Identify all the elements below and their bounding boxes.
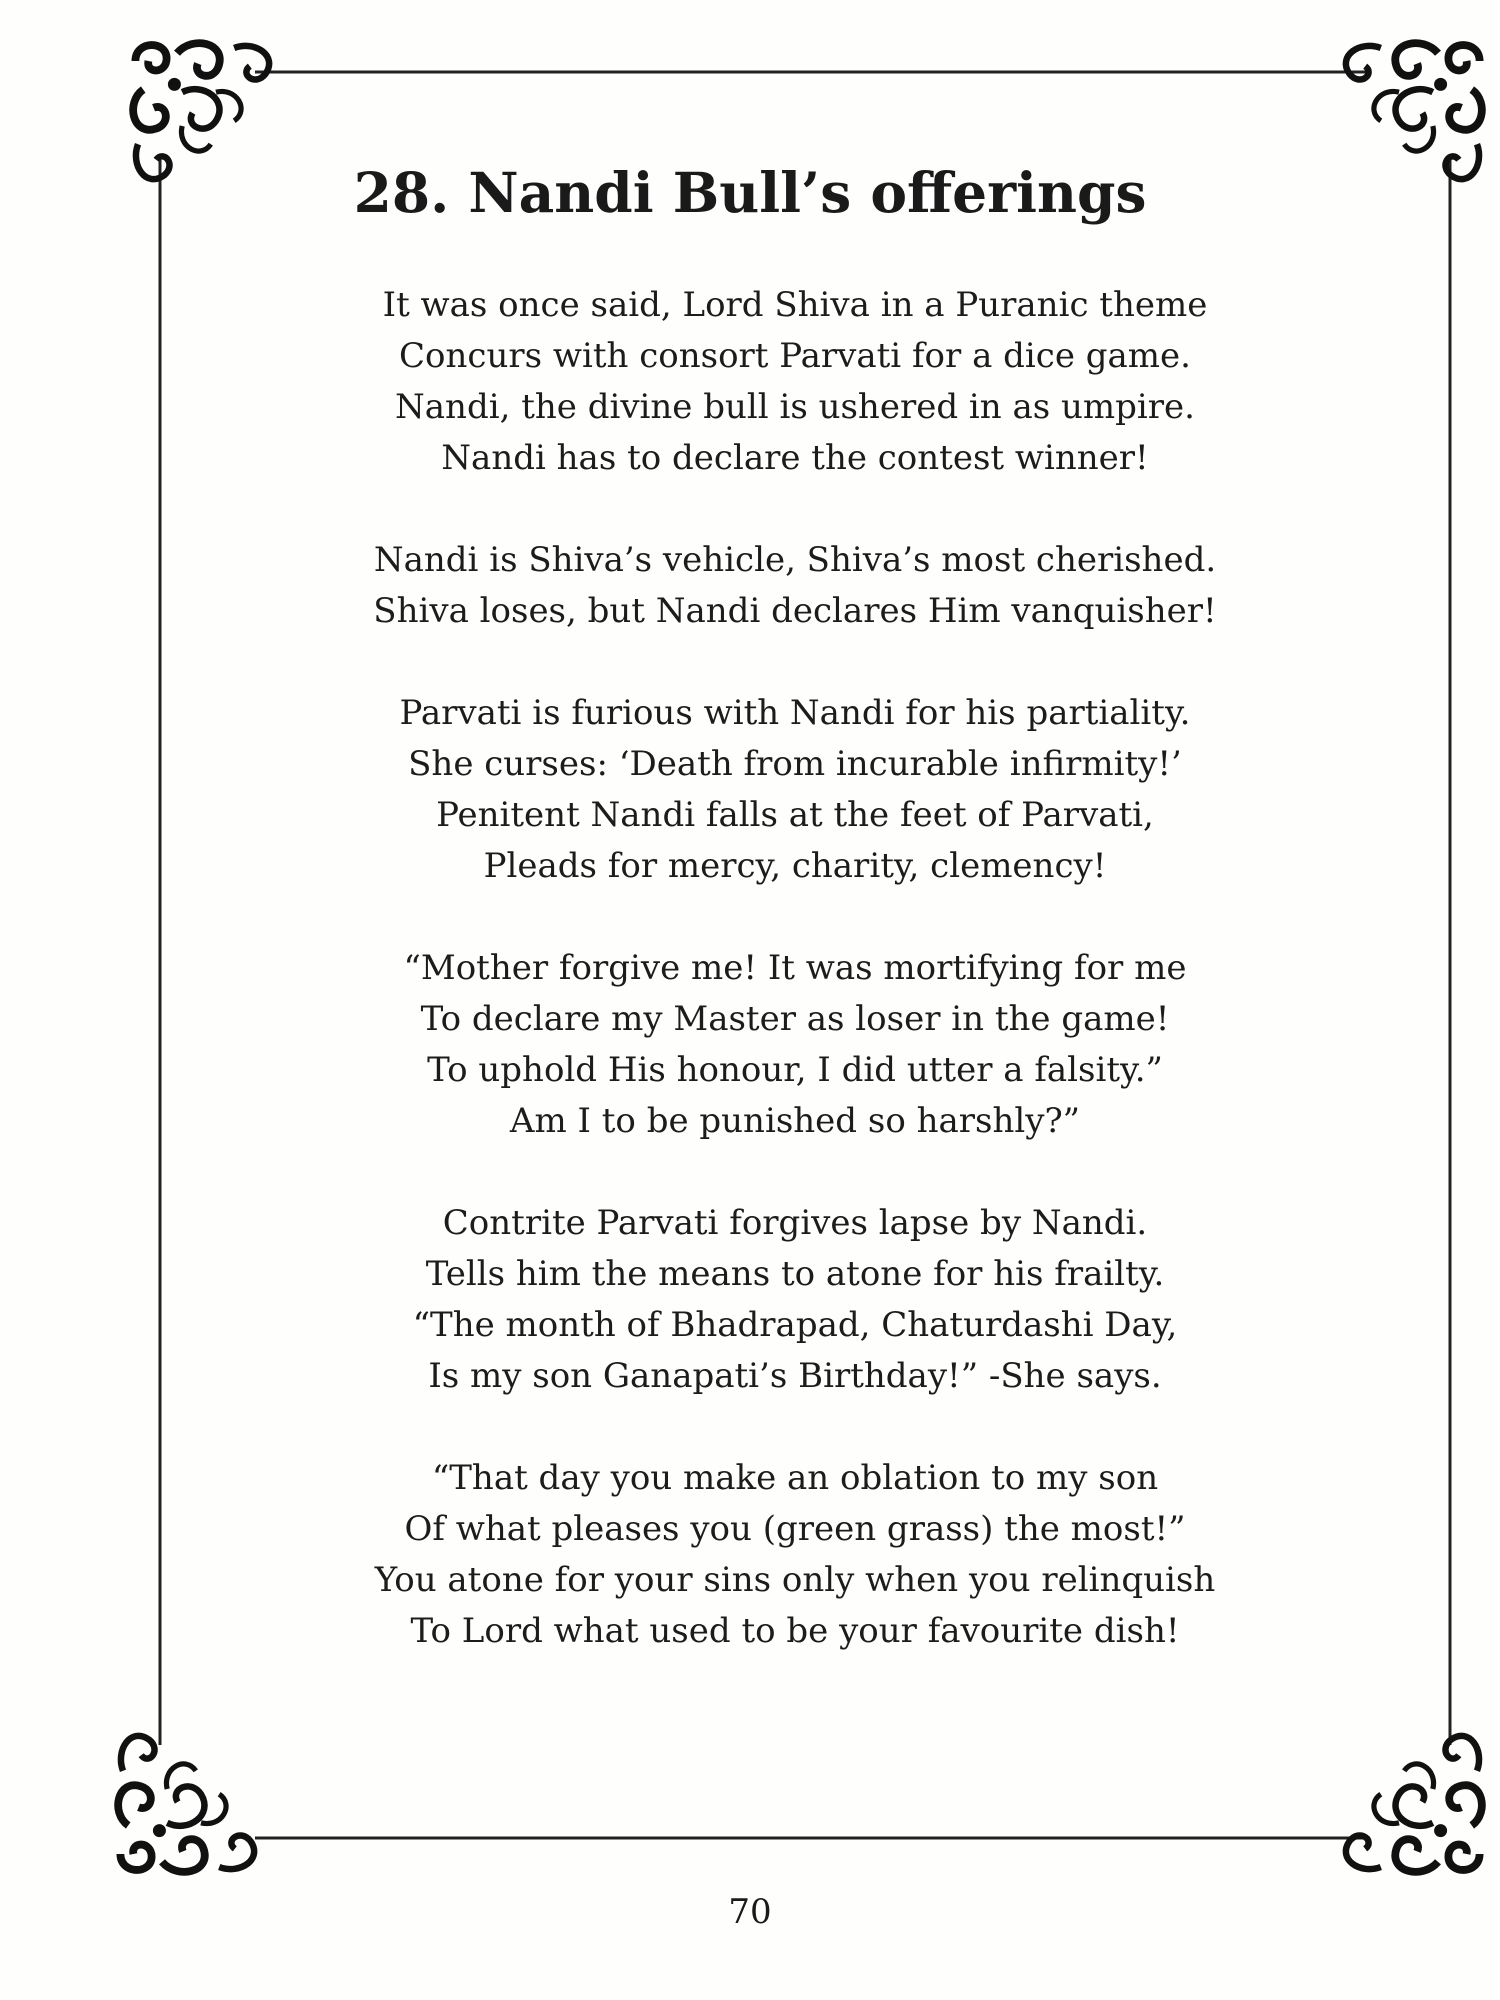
poem-line: Nandi, the divine bull is ushered in as umpire. bbox=[395, 387, 1195, 427]
stanza bbox=[300, 943, 1290, 1147]
poem-line: It was once said, Lord Shiva in a Puranic theme bbox=[382, 285, 1208, 325]
poem-line: Am I to be punished so harshly?” bbox=[509, 1101, 1081, 1141]
poem-line: “That day you make an oblation to my son bbox=[431, 1458, 1159, 1498]
poem-line: To uphold His honour, I did utter a falsity.” bbox=[427, 1050, 1163, 1090]
poem-line: Concurs with consort Parvati for a dice game. bbox=[399, 336, 1191, 376]
stanza bbox=[300, 688, 1290, 892]
stanza bbox=[300, 1198, 1290, 1402]
poem-line: Nandi has to declare the contest winner! bbox=[441, 438, 1149, 478]
poem-line: “Mother forgive me! It was mortifying for me bbox=[403, 948, 1187, 988]
corner-ornament-top-right bbox=[1346, 43, 1482, 179]
stanza bbox=[300, 280, 1290, 484]
poem-line: To declare my Master as loser in the game! bbox=[420, 999, 1170, 1039]
poem-line: Nandi is Shiva’s vehicle, Shiva’s most cherished. bbox=[373, 540, 1217, 580]
poem-line: You atone for your sins only when you relinquish bbox=[374, 1560, 1216, 1600]
poem-line: Shiva loses, but Nandi declares Him vanquisher! bbox=[373, 591, 1217, 631]
corner-ornament-bottom-right bbox=[1346, 1736, 1482, 1872]
poem-line: Parvati is furious with Nandi for his partiality. bbox=[399, 693, 1191, 733]
corner-ornament-bottom-left bbox=[118, 1736, 254, 1872]
poem-line: Contrite Parvati forgives lapse by Nandi. bbox=[442, 1203, 1148, 1243]
poem-line: Tells him the means to atone for his frailty. bbox=[425, 1254, 1165, 1294]
page-number: 70 bbox=[728, 1892, 772, 1932]
corner-ornament-top-left bbox=[133, 43, 269, 179]
poem-line: Pleads for mercy, charity, clemency! bbox=[483, 846, 1107, 886]
poem-line: Penitent Nandi falls at the feet of Parvati, bbox=[436, 795, 1154, 835]
poem-title: 28. Nandi Bull’s offerings bbox=[353, 160, 1147, 225]
stanza bbox=[300, 1453, 1290, 1657]
stanza bbox=[300, 535, 1290, 637]
poem-body bbox=[300, 280, 1290, 1708]
poem-line: Of what pleases you (green grass) the most!” bbox=[404, 1509, 1186, 1549]
poem-line: To Lord what used to be your favourite dish! bbox=[410, 1611, 1180, 1651]
poem-line: She curses: ‘Death from incurable infirmity!’ bbox=[408, 744, 1182, 784]
poem-line: Is my son Ganapati’s Birthday!” -She says. bbox=[428, 1356, 1162, 1396]
poem-line: “The month of Bhadrapad, Chaturdashi Day, bbox=[412, 1305, 1178, 1345]
